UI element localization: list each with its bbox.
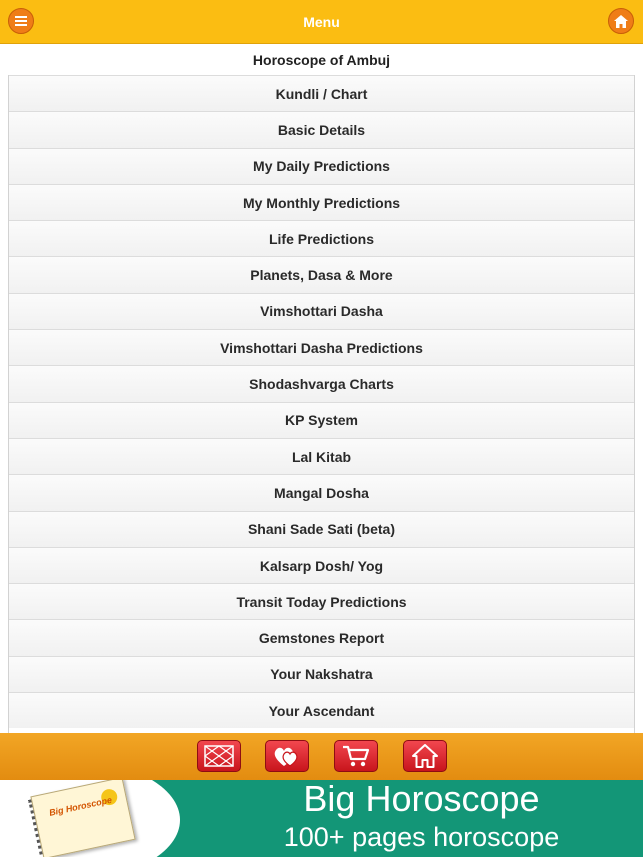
menu-item-life-predictions[interactable]: Life Predictions [9,220,634,256]
menu-item-shodashvarga-charts[interactable]: Shodashvarga Charts [9,365,634,401]
kundli-chart-icon [204,745,234,767]
shop-button[interactable] [334,740,378,772]
heart-icon [273,744,301,768]
bottom-toolbar [0,733,643,780]
menu-item-kalsarp-dosh[interactable]: Kalsarp Dosh/ Yog [9,547,634,583]
menu-list [8,75,635,733]
menu-item-lal-kitab[interactable]: Lal Kitab [9,438,634,474]
home-icon [614,15,628,28]
menu-item-mangal-dosha[interactable]: Mangal Dosha [9,474,634,510]
menu-item-transit-predictions[interactable]: Transit Today Predictions [9,583,634,619]
header-title: Menu [303,14,340,30]
menu-item-kp-system[interactable]: KP System [9,402,634,438]
menu-item-your-ascendant[interactable]: Your Ascendant [9,692,634,728]
menu-item-your-nakshatra[interactable]: Your Nakshatra [9,656,634,692]
home-icon [412,744,438,768]
banner-subtitle: 100+ pages horoscope [283,822,560,852]
menu-item-kundli-chart[interactable]: Kundli / Chart [9,75,634,111]
book-title: Big Horoscope [48,794,113,818]
menu-item-monthly-predictions[interactable]: My Monthly Predictions [9,184,634,220]
toolbar-home-button[interactable] [403,740,447,772]
menu-item-daily-predictions[interactable]: My Daily Predictions [9,148,634,184]
ad-banner[interactable] [0,780,643,857]
menu-item-vimshottari-dasha[interactable]: Vimshottari Dasha [9,293,634,329]
cart-icon [342,744,370,768]
menu-item-gemstones-report[interactable]: Gemstones Report [9,619,634,655]
banner-title: Big Horoscope [303,780,540,819]
menu-item-vimshottari-predictions[interactable]: Vimshottari Dasha Predictions [9,329,634,365]
compatibility-button[interactable] [265,740,309,772]
menu-item-planets-dasa[interactable]: Planets, Dasa & More [9,256,634,292]
profile-title: Horoscope of Ambuj [252,52,391,68]
kundli-chart-button[interactable] [197,740,241,772]
top-header [0,0,643,44]
menu-item-basic-details[interactable]: Basic Details [9,111,634,147]
menu-item-shani-sade-sati[interactable]: Shani Sade Sati (beta) [9,511,634,547]
home-button[interactable] [608,8,634,34]
